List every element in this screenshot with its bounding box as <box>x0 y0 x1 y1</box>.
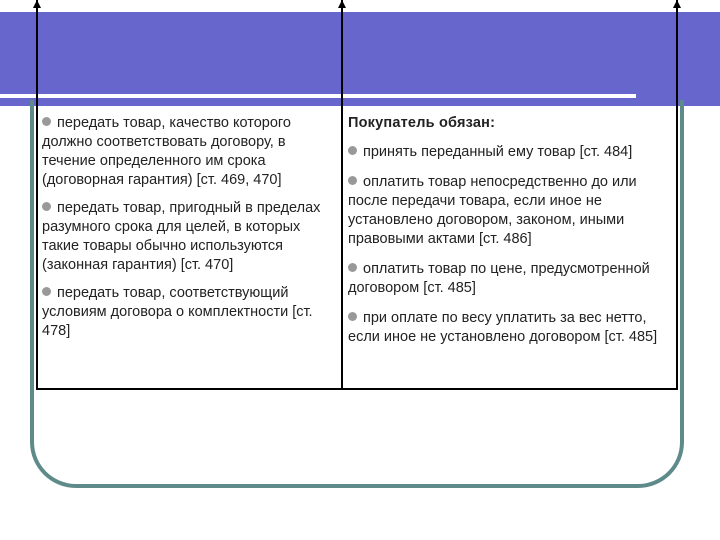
table-left-border <box>36 0 38 390</box>
header-divider <box>0 94 636 98</box>
bullet-icon <box>42 117 51 126</box>
list-item-text: передать товар, пригодный в пределах разумного срока для целей, в которых такие товары обычно используются (законная гарантия) [ст. 470] <box>42 200 321 273</box>
list-item <box>348 143 670 162</box>
buyer-obligations-column <box>348 114 670 358</box>
list-item-text: передать товар, соответствующий условиям договора о комплектности [ст. 478] <box>42 285 313 339</box>
bullet-icon <box>42 202 51 211</box>
bullet-icon <box>348 263 357 272</box>
list-item <box>348 260 670 298</box>
bullet-icon <box>348 176 357 185</box>
arrow-up-icon <box>673 0 681 8</box>
list-item <box>42 114 334 190</box>
list-item-text: принять переданный ему товар [ст. 484] <box>363 144 633 160</box>
table-right-border <box>676 0 678 390</box>
list-item-text: передать товар, качество которого должно соответствовать договору, в течение определенного им срока (договорная гарантия) [ст. 469, 470] <box>42 115 291 188</box>
bullet-icon <box>348 312 357 321</box>
list-item-text: оплатить товар по цене, предусмотренной договором [ст. 485] <box>348 261 650 296</box>
list-item <box>42 199 334 275</box>
list-item <box>348 173 670 249</box>
list-item-text: при оплате по весу уплатить за вес нетто, если иное не установлено договором [ст. 485] <box>348 310 658 345</box>
seller-obligations-column <box>42 114 334 350</box>
buyer-obligations-heading: Покупатель обязан: <box>348 115 496 131</box>
arrow-up-icon <box>338 0 346 8</box>
list-item <box>348 309 670 347</box>
arrow-up-icon <box>33 0 41 8</box>
table-column-divider <box>341 0 343 390</box>
bullet-icon <box>348 146 357 155</box>
header-band <box>0 12 720 106</box>
list-item-text: оплатить товар непосредственно до или после передачи товара, если иное не установлено договором, законом, иными правовыми актами [ст. 486] <box>348 174 637 247</box>
bullet-icon <box>42 287 51 296</box>
list-item <box>42 284 334 341</box>
